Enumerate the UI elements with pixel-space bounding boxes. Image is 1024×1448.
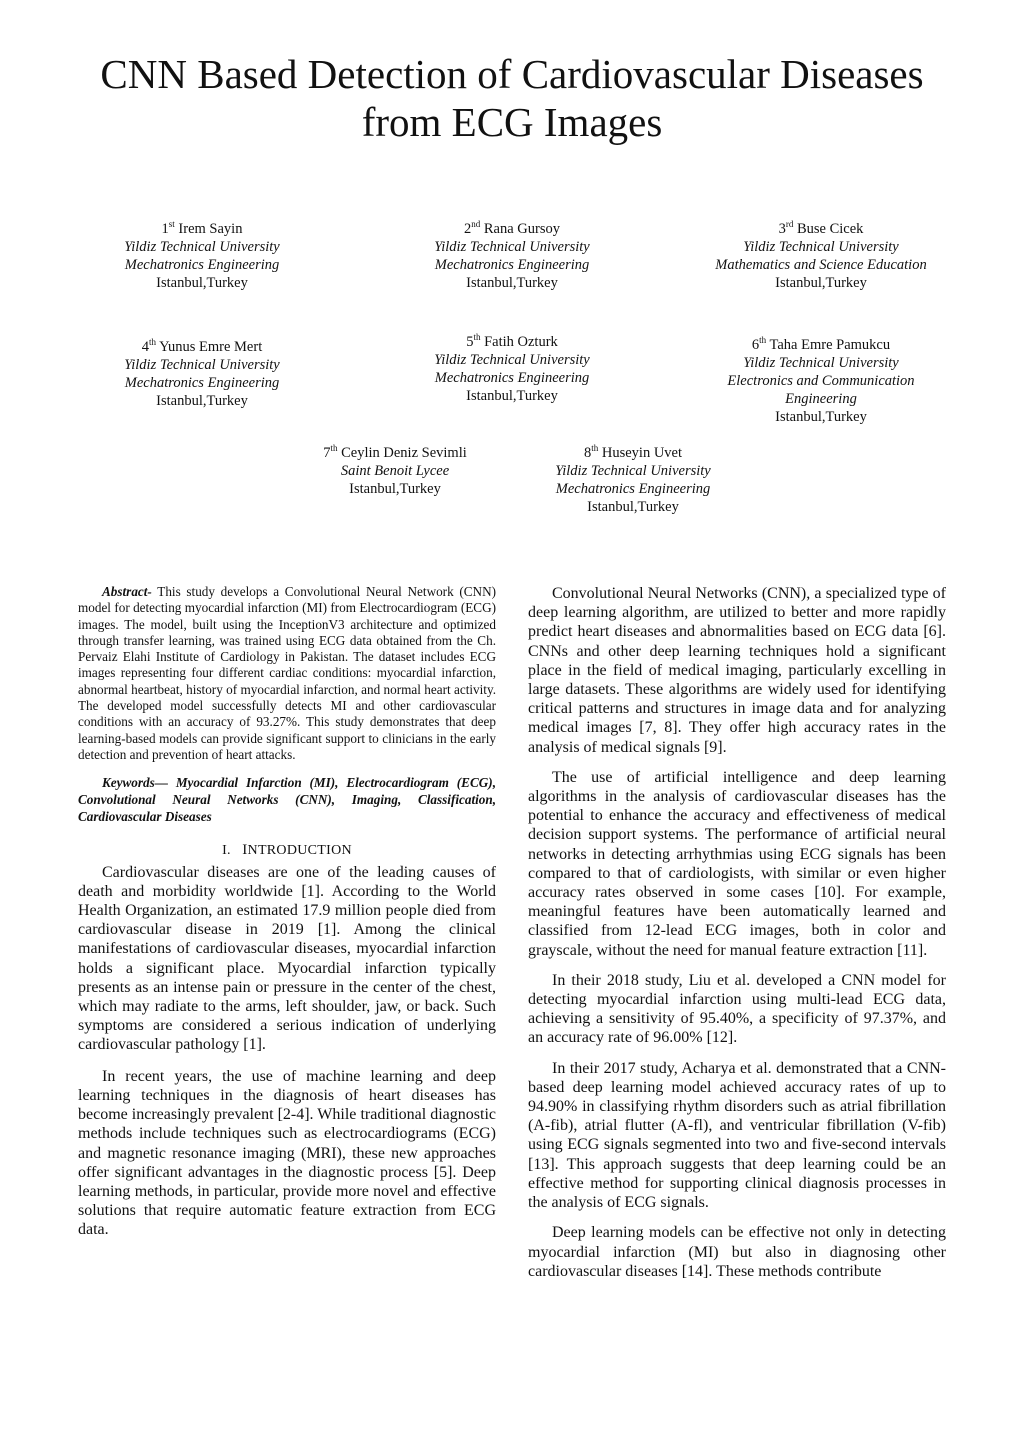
section-initial: I (242, 841, 248, 858)
paper-title (0, 50, 1024, 146)
paragraph: Cardiovascular diseases are one of the leading causes of death and morbidity worldwide [1]. According to the World Health Organization, an estimated 17.9 million people died from cardiovascular disease in 2019 [1]. Among the clinical manifestations of cardiovascular diseases, myocardial infarction holds a significant place. Myocardial infarction typically presents as an intense pain or pressure in the center of the chest, which may radiate to the arms, left shoulder, jaw, or back. Such symptoms are considered a serious indication of underlying cardiovascular pathology [1]. (78, 863, 496, 1054)
author-affiliation: Yildiz Technical University (124, 239, 280, 255)
right-column (528, 584, 946, 1292)
author-department: Mechatronics Engineering (124, 257, 280, 273)
author-name: Taha Emre Pamukcu (769, 337, 891, 353)
title-line-1: CNN Based Detection of Cardiovascular Diseases (100, 51, 924, 97)
author-affiliation: Yildiz Technical University (743, 355, 899, 371)
title-line-2: from ECG Images (361, 99, 663, 145)
author-block-6: 6th Taha Emre Pamukcu Yildiz Technical University Electronics and Communication Engineering Istanbul,Turkey (690, 336, 952, 426)
abstract-text: This study develops a Convolutional Neural Network (CNN) model for detecting myocardial infarction (MI) from Electrocardiogram (ECG) images. The model, built using the InceptionV3 architecture and optimized through transfer learning, was trained using ECG data obtained from the Ch. Pervaiz Elahi Institute of Cardiology in Pakistan. The dataset includes ECG images representing four different cardiac conditions: myocardial infarction, abnormal heartbeat, history of myocardial infarction, and normal heart activity. The developed model successfully detects MI and other cardiovascular conditions with an accuracy of 93.27%. This study demonstrates that deep learning-based models can provide significant support to clinicians in the early detection and prevention of heart attacks. (78, 584, 496, 762)
abstract (78, 584, 496, 763)
author-location: Istanbul,Turkey (349, 481, 441, 497)
author-block-2: 2nd Rana Gursoy Yildiz Technical University Mechatronics Engineering Istanbul,Turkey (392, 220, 632, 292)
author-name: Buse Cicek (796, 221, 864, 237)
author-name: Huseyin Uvet (601, 445, 683, 461)
left-column (78, 584, 496, 1252)
paragraph: The use of artificial intelligence and deep learning algorithms in the analysis of cardiovascular diseases has the potential to enhance the accuracy and effectiveness of medical decision support systems. The performance of artificial neural networks in detecting arrhythmias using ECG signals has been compared to that of cardiologists, with similar or even higher accuracy rates observed in some cases [10]. For example, meaningful features have been automatically learned and classified from 12-lead ECG images, both in color and grayscale, without the need for manual feature extraction [11]. (528, 768, 946, 959)
author-block-8: 8th Huseyin Uvet Yildiz Technical University Mechatronics Engineering Istanbul,Turkey (522, 444, 744, 516)
author-department: Electronics and Communication (727, 373, 915, 389)
author-location: Istanbul,Turkey (587, 499, 679, 515)
author-location: Istanbul,Turkey (156, 393, 248, 409)
author-name: Fatih Ozturk (484, 334, 558, 350)
author-location: Istanbul,Turkey (156, 275, 248, 291)
author-location: Istanbul,Turkey (466, 388, 558, 404)
author-block-7: 7th Ceylin Deniz Sevimli Saint Benoit Lycee Istanbul,Turkey (290, 444, 500, 498)
author-name: Rana Gursoy (483, 221, 560, 237)
author-location: Istanbul,Turkey (466, 275, 558, 291)
author-department-cont: Engineering (785, 391, 857, 407)
author-affiliation: Saint Benoit Lycee (340, 463, 450, 479)
paragraph: Convolutional Neural Networks (CNN), a specialized type of deep learning algorithm, are utilized to better and more rapidly predict heart diseases and abnormalities based on ECG data [6]. CNNs and other deep learning techniques hold a significant place in the field of medical imaging, particularly excelling in large datasets. These algorithms are widely used for identifying critical patterns and structures in image data and for analyzing medical images [7, 8]. They offer high accuracy rates in the analysis of medical signals [9]. (528, 585, 946, 756)
section-title-rest: NTRODUCTION (247, 842, 352, 858)
author-affiliation: Yildiz Technical University (124, 357, 280, 373)
author-affiliation: Yildiz Technical University (743, 239, 899, 255)
author-department: Mechatronics Engineering (434, 257, 590, 273)
author-department: Mechatronics Engineering (124, 375, 280, 391)
paragraph: In their 2017 study, Acharya et al. demonstrated that a CNN-based deep learning model achieved accuracy rates of up to 94.90% in classifying rhythm disorders such as atrial fibrillation (A-fib), atrial flutter (A-fl), and ventricular fibrillation (V-fib) using ECG signals segmented into two and five-second intervals [13]. This approach suggests that deep learning could be an effective method for supporting clinical diagnosis processes in the analysis of ECG signals. (528, 1059, 946, 1212)
author-location: Istanbul,Turkey (775, 409, 867, 425)
author-location: Istanbul,Turkey (775, 275, 867, 291)
author-block-5: 5th Fatih Ozturk Yildiz Technical University Mechatronics Engineering Istanbul,Turkey (392, 333, 632, 405)
abstract-label: Abstract- (102, 584, 152, 599)
author-department: Mathematics and Science Education (715, 257, 927, 273)
section-heading-introduction (78, 842, 496, 859)
paragraph: In their 2018 study, Liu et al. developed a CNN model for detecting myocardial infarction using multi-lead ECG data, achieving a sensitivity of 95.40%, a specificity of 97.37%, and an accuracy rate of 96.00% [12]. (528, 971, 946, 1047)
author-name: Ceylin Deniz Sevimli (341, 445, 467, 461)
paragraph: Deep learning models can be effective not only in detecting myocardial infarction (MI) but also in diagnosing other cardiovascular diseases [14]. These methods contribute (528, 1224, 946, 1280)
author-department: Mechatronics Engineering (434, 370, 590, 386)
author-name: Irem Sayin (178, 221, 243, 237)
author-department: Mechatronics Engineering (555, 481, 711, 497)
author-name: Yunus Emre Mert (159, 339, 263, 355)
author-block-3: 3rd Buse Cicek Yildiz Technical University Mathematics and Science Education Istanbul,Turkey (690, 220, 952, 292)
keywords: Keywords— Myocardial Infarction (MI), Electrocardiogram (ECG), Convolutional Neural Networks (CNN), Imaging, Classification, Cardiovascular Diseases (78, 775, 496, 824)
author-block-1: 1st Irem Sayin Yildiz Technical University Mechatronics Engineering Istanbul,Turkey (92, 220, 312, 292)
paragraph: In recent years, the use of machine learning and deep learning techniques in the diagnosis of heart diseases has become increasingly prevalent [2-4]. While traditional diagnostic methods include techniques such as electrocardiograms (ECG) and magnetic resonance imaging (MRI), these new approaches offer significant advantages in the diagnostic process [5]. Deep learning methods, in particular, provide more novel and effective solutions that require automatic feature extraction from ECG data. (78, 1067, 496, 1239)
author-block-4: 4th Yunus Emre Mert Yildiz Technical University Mechatronics Engineering Istanbul,Turkey (92, 338, 312, 410)
author-affiliation: Yildiz Technical University (434, 239, 590, 255)
author-affiliation: Yildiz Technical University (555, 463, 711, 479)
section-number: I. (222, 842, 231, 858)
author-affiliation: Yildiz Technical University (434, 352, 590, 368)
